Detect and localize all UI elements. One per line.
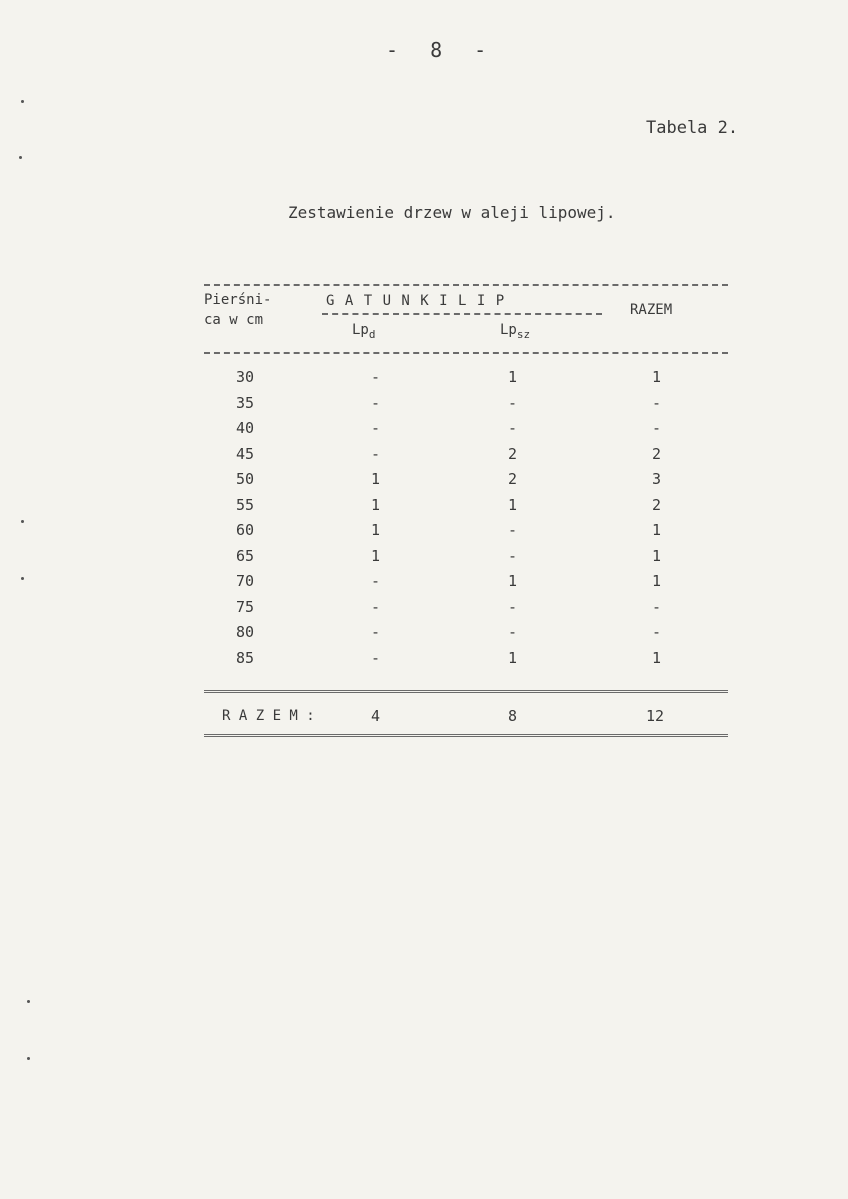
table-top-rule: [204, 284, 728, 286]
margin-dot: [27, 1000, 30, 1003]
diameter-cell: 35: [236, 393, 255, 412]
diameter-cell: 80: [236, 623, 255, 641]
total-cell: 2: [652, 495, 662, 514]
lpsz-count-cell: 1: [508, 572, 518, 590]
diameter-cell: 65: [236, 546, 255, 565]
total-cell: 1: [652, 368, 662, 386]
lpsz-count-cell: 1: [508, 368, 518, 386]
table-bottom-rule: [204, 734, 728, 739]
total-cell: 1: [652, 572, 662, 590]
total-cell: -: [652, 597, 662, 616]
lpd-count-cell: 1: [371, 521, 381, 539]
total-cell: -: [652, 419, 662, 437]
lpd-count-cell: -: [371, 572, 381, 590]
total-cell: 2: [652, 444, 662, 463]
header-diameter-line2: ca w cm: [204, 312, 264, 328]
lpsz-count-cell: 2: [508, 470, 518, 488]
table-title: Zestawienie drzew w aleji lipowej.: [288, 203, 616, 222]
header-species-underline: [322, 313, 602, 315]
page-number: - 8 -: [386, 38, 497, 62]
diameter-cell: 70: [236, 572, 255, 590]
total-cell: -: [652, 623, 662, 641]
footer-total-all: 12: [646, 707, 665, 725]
lpd-count-cell: -: [371, 648, 381, 667]
total-cell: 1: [652, 521, 662, 539]
diameter-cell: 55: [236, 495, 255, 514]
lpd-count-cell: 1: [371, 470, 381, 488]
diameter-cell: 30: [236, 368, 255, 386]
header-total: RAZEM: [630, 302, 673, 318]
lpsz-count-cell: -: [508, 393, 518, 412]
lpd-count-cell: -: [371, 597, 381, 616]
footer-label: R A Z E M :: [222, 708, 315, 724]
lpsz-count-cell: -: [508, 546, 518, 565]
lpsz-count-cell: -: [508, 521, 518, 539]
total-cell: 1: [652, 648, 662, 667]
lpsz-count-cell: 1: [508, 648, 518, 667]
table-label: Tabela 2.: [646, 118, 739, 138]
diameter-cell: 85: [236, 648, 255, 667]
margin-dot: [19, 156, 22, 159]
total-cell: 1: [652, 546, 662, 565]
lpd-count-cell: 1: [371, 546, 381, 565]
footer-total-lpsz: 8: [508, 707, 518, 725]
diameter-cell: 75: [236, 597, 255, 616]
lpsz-count-cell: 2: [508, 444, 518, 463]
total-cell: 3: [652, 470, 662, 488]
lpsz-count-cell: -: [508, 597, 518, 616]
margin-dot: [21, 520, 24, 523]
lpd-count-cell: -: [371, 623, 381, 641]
lpsz-count-cell: -: [508, 419, 518, 437]
footer-total-lpd: 4: [371, 707, 381, 725]
margin-dot: [21, 577, 24, 580]
header-species-group: G A T U N K I L I P: [326, 293, 506, 309]
lpd-count-cell: -: [371, 419, 381, 437]
diameter-cell: 50: [236, 470, 255, 488]
diameter-cell: 45: [236, 444, 255, 463]
margin-dot: [21, 100, 24, 103]
diameter-cell: 60: [236, 521, 255, 539]
lpd-count-cell: 1: [371, 495, 381, 514]
lpd-count-cell: -: [371, 444, 381, 463]
margin-dot: [27, 1057, 30, 1060]
diameter-cell: 40: [236, 419, 255, 437]
header-species-lpd: $Lp_d$: [352, 322, 376, 341]
lpd-count-cell: -: [371, 368, 381, 386]
header-bottom-rule: [204, 352, 728, 354]
lpsz-count-cell: -: [508, 623, 518, 641]
lpsz-count-cell: 1: [508, 495, 518, 514]
header-species-lpsz: $Lp_{sz}$: [500, 322, 531, 341]
lpd-count-cell: -: [371, 393, 381, 412]
body-bottom-rule: [204, 690, 728, 695]
total-cell: -: [652, 393, 662, 412]
header-diameter-line1: Pierśni-: [204, 292, 272, 308]
